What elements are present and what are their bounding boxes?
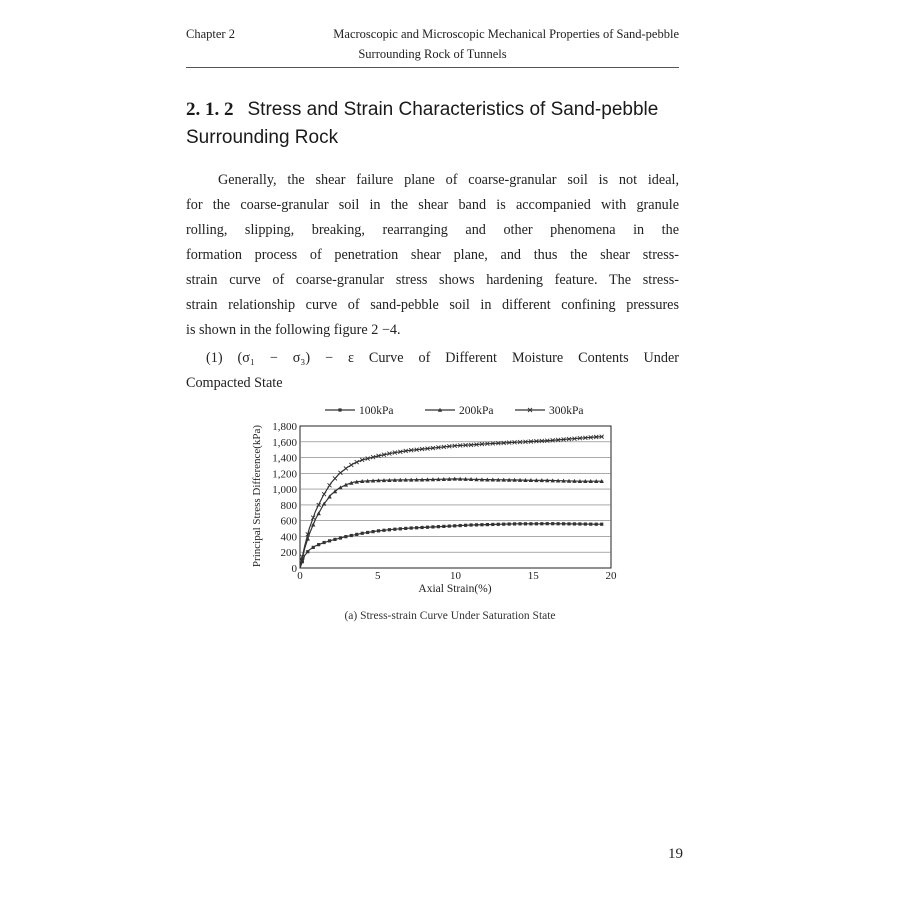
paragraph-line: strain curve of coarse-granular stress shows hardening feature. The stress- — [186, 272, 679, 288]
data-point — [497, 523, 500, 526]
data-point — [333, 538, 336, 541]
x-tick-label: 10 — [450, 570, 461, 582]
y-tick-label: 1,200 — [272, 468, 297, 481]
chart-series — [300, 435, 604, 568]
data-point — [399, 527, 402, 530]
item-line2: Compacted State — [186, 375, 283, 391]
section-title-line1: Stress and Strain Characteristics of Sand-pebble — [247, 99, 659, 120]
section-heading — [186, 96, 681, 152]
data-point — [442, 525, 445, 528]
data-point — [557, 522, 560, 525]
data-point — [600, 523, 603, 526]
data-point — [366, 531, 369, 534]
series-line — [300, 524, 603, 568]
list-item — [186, 346, 679, 396]
series-100kPa — [300, 522, 603, 568]
data-point — [567, 522, 570, 525]
x-tick-label: 15 — [527, 570, 539, 582]
legend-label: 100kPa — [359, 405, 394, 417]
data-point — [317, 543, 320, 546]
data-point — [431, 525, 434, 528]
data-point — [350, 534, 353, 537]
plot-frame — [300, 426, 611, 568]
data-point — [344, 535, 347, 538]
legend-label: 300kPa — [549, 405, 584, 417]
header-chapter: Chapter 2 — [186, 27, 235, 41]
chart-legend — [325, 405, 584, 417]
data-point — [322, 492, 326, 496]
item-line1: (1) (σ₁ − σ₃) − ε Curve of Different Moisture Contents Under — [206, 350, 679, 366]
data-point — [437, 525, 440, 528]
data-point — [377, 529, 380, 532]
chart-ticks — [272, 421, 617, 582]
data-point — [480, 523, 483, 526]
data-point — [316, 511, 320, 515]
header-rule — [186, 67, 679, 68]
data-point — [508, 522, 511, 525]
data-point — [404, 527, 407, 530]
data-point — [518, 522, 521, 525]
data-point — [393, 528, 396, 531]
data-point — [535, 522, 538, 525]
data-point — [382, 529, 385, 532]
section-title-line2: Surrounding Rock — [186, 127, 339, 148]
data-point — [562, 522, 565, 525]
data-point — [529, 522, 532, 525]
data-point — [459, 524, 462, 527]
data-point — [410, 526, 413, 529]
data-point — [328, 539, 331, 542]
x-axis-label: Axial Strain(%) — [418, 583, 492, 595]
data-point — [475, 523, 478, 526]
y-tick-label: 1,400 — [272, 452, 297, 465]
data-point — [388, 528, 391, 531]
y-tick-label: 200 — [280, 547, 297, 560]
y-tick-label: 600 — [280, 515, 297, 528]
data-point — [415, 526, 418, 529]
data-point — [469, 523, 472, 526]
data-point — [338, 471, 342, 475]
data-point — [344, 466, 348, 470]
data-point — [426, 526, 429, 529]
paragraph-line: rolling, slipping, breaking, rearranging and other phenomena in the — [186, 222, 679, 238]
data-point — [328, 483, 332, 487]
data-point — [361, 532, 364, 535]
data-point — [333, 476, 337, 480]
series-300kPa — [300, 435, 604, 568]
data-point — [573, 522, 576, 525]
data-point — [339, 536, 342, 539]
paragraph-line: Generally, the shear failure plane of coarse-granular soil is not ideal, — [218, 172, 679, 188]
y-tick-label: 1,800 — [272, 421, 297, 433]
data-point — [513, 522, 516, 525]
data-point — [355, 533, 358, 536]
y-tick-label: 800 — [280, 499, 297, 512]
paragraph-line: for the coarse-granular soil in the shear band is accompanied with granule — [186, 197, 679, 213]
data-point — [371, 530, 374, 533]
y-tick-label: 400 — [280, 531, 297, 544]
data-point — [323, 541, 326, 544]
figure-caption: (a) Stress-strain Curve Under Saturation State — [344, 610, 556, 622]
data-point — [312, 546, 315, 549]
x-tick-label: 20 — [605, 570, 617, 582]
data-point — [349, 463, 353, 467]
header-title-line2: Surrounding Rock of Tunnels — [358, 47, 507, 61]
paragraph-line: formation process of penetration shear plane, and thus the shear stress- — [186, 247, 679, 263]
y-tick-label: 0 — [291, 563, 297, 575]
y-axis-label: Principal Stress Difference(kPa) — [251, 424, 263, 568]
legend-label: 200kPa — [459, 405, 494, 417]
y-tick-label: 1,000 — [272, 484, 297, 497]
data-point — [546, 522, 549, 525]
data-point — [584, 522, 587, 525]
paragraph-line: strain relationship curve of sand-pebble soil in different confining pressures — [186, 297, 679, 313]
data-point — [306, 550, 309, 553]
paragraph-line: is shown in the following figure 2 −4. — [186, 322, 401, 338]
series-line — [300, 437, 603, 568]
data-point — [420, 526, 423, 529]
x-tick-label: 0 — [297, 570, 303, 582]
data-point — [540, 522, 543, 525]
data-point — [595, 523, 598, 526]
data-point — [551, 522, 554, 525]
running-header — [186, 24, 679, 64]
data-point — [491, 523, 494, 526]
data-point — [448, 525, 451, 528]
x-tick-label: 5 — [375, 570, 381, 582]
data-point — [486, 523, 489, 526]
data-point — [502, 523, 505, 526]
y-tick-label: 1,600 — [272, 436, 297, 449]
section-number: 2. 1. 2 — [186, 99, 234, 120]
data-point — [453, 524, 456, 527]
data-point — [338, 408, 341, 411]
header-title-line1: Macroscopic and Microscopic Mechanical Properties of Sand-pebble — [333, 27, 679, 41]
page-number: 19 — [668, 846, 683, 862]
stress-strain-chart — [245, 398, 625, 603]
chart-svg — [245, 398, 625, 598]
data-point — [578, 522, 581, 525]
data-point — [589, 523, 592, 526]
data-point — [524, 522, 527, 525]
body-paragraph — [186, 168, 679, 343]
data-point — [464, 524, 467, 527]
